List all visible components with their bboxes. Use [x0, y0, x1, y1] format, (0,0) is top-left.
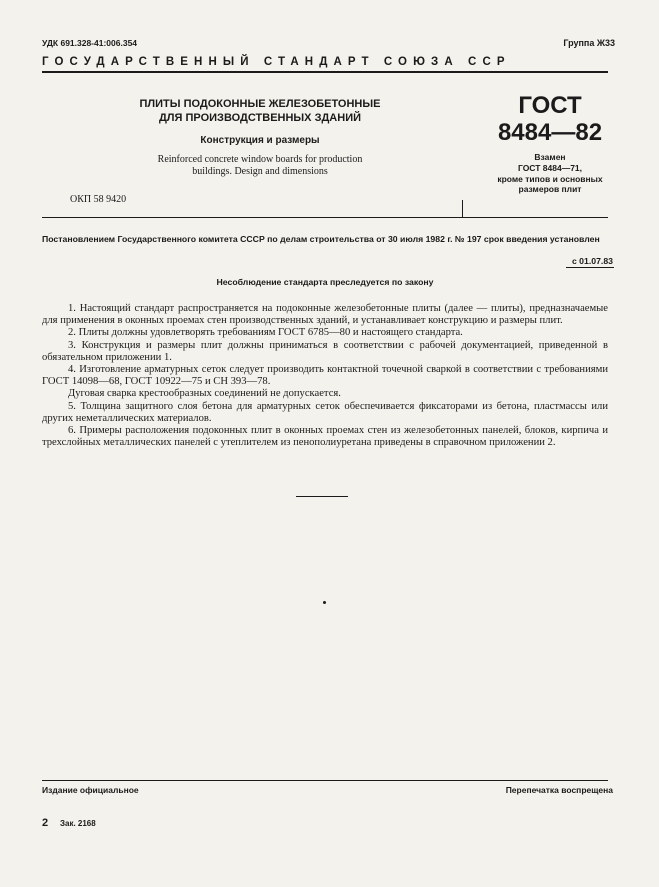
vertical-divider	[462, 200, 463, 218]
paragraph-6: 6. Примеры расположения подоконных плит в оконных проемах стен из железобетонных панелей, блоков, кирпича и трехслойных металлических панелей с утеплителем из пенополиуретана приведены в справочном приложении 2.	[42, 425, 608, 449]
middle-rule	[42, 217, 608, 218]
english-title-line-2: buildings. Design and dimensions	[192, 166, 328, 177]
replaces-line-1: ГОСТ 8484—71,	[517, 163, 583, 173]
print-order-number: Зак. 2168	[60, 819, 96, 828]
body-text	[42, 303, 608, 449]
effective-date: с 01.07.83	[571, 256, 613, 266]
replaces-line-2: кроме типов и основных	[497, 173, 603, 184]
paragraph-2: 2. Плиты должны удовлетворять требованиям ГОСТ 6785—80 и настоящего стандарта.	[68, 327, 463, 339]
gost-designation	[480, 92, 620, 146]
paragraph-4-note: Дуговая сварка крестообразных соединений не допускается.	[68, 388, 341, 400]
english-title	[130, 154, 390, 178]
title-line-1: ПЛИТЫ ПОДОКОННЫЕ ЖЕЛЕЗОБЕТОННЫЕ	[139, 98, 381, 110]
document-title	[110, 97, 410, 125]
title-line-2: ДЛЯ ПРОИЗВОДСТВЕННЫХ ЗДАНИЙ	[158, 112, 362, 124]
end-of-text-rule	[296, 496, 348, 497]
paragraph-1: 1. Настоящий стандарт распространяется на подоконные железобетонные плиты (далее — плиты), предназначаемые для применения в оконных проемах стен производственных зданий, и устанавливает конструкцию и размеры плит.	[42, 303, 608, 327]
gost-label: ГОСТ	[518, 92, 582, 119]
page-number: 2	[42, 817, 49, 829]
replaces-note	[480, 163, 620, 195]
page-mark-dot	[323, 601, 326, 604]
replaces-label: Взамен	[534, 152, 566, 162]
document-subtitle: Конструкция и размеры	[200, 135, 320, 146]
okp-code: ОКП 58 9420	[70, 194, 127, 205]
udk-code: УДК 691.328-41:006.354	[42, 38, 138, 48]
gost-number: 8484—82	[497, 119, 603, 146]
effective-date-underline	[566, 267, 614, 268]
paragraph-4: 4. Изготовление арматурных сеток следует производить контактной точечной сваркой в соответствии с требованиями ГОСТ 14098—68, ГОСТ 10922—75 и СН 393—78.	[42, 364, 608, 388]
group-code: Группа Ж33	[563, 38, 615, 48]
official-edition-label: Издание официальное	[42, 785, 139, 795]
violation-notice: Несоблюдение стандарта преследуется по закону	[216, 277, 434, 287]
paragraph-5: 5. Толщина защитного слоя бетона для арматурных сеток обеспечивается фиксаторами из бетона, пластмассы или других неметаллических материалов.	[42, 400, 608, 424]
top-rule	[42, 71, 608, 73]
state-standard-heading: ГОСУДАРСТВЕННЫЙ СТАНДАРТ СОЮЗА ССР	[42, 56, 511, 68]
english-title-line-1: Reinforced concrete window boards for production	[157, 154, 363, 165]
decree-text: Постановлением Государственного комитета СССР по делам строительства от 30 июля 1982 г. № 197 срок введения установлен	[42, 234, 600, 244]
replaces-line-3: размеров плит	[518, 184, 582, 194]
paragraph-3: 3. Конструкция и размеры плит должны приниматься в соответствии с рабочей документацией, приведенной в обязательном приложении 1.	[42, 339, 608, 363]
footer-rule	[42, 780, 608, 781]
reprint-prohibited-label: Перепечатка воспрещена	[505, 785, 613, 795]
